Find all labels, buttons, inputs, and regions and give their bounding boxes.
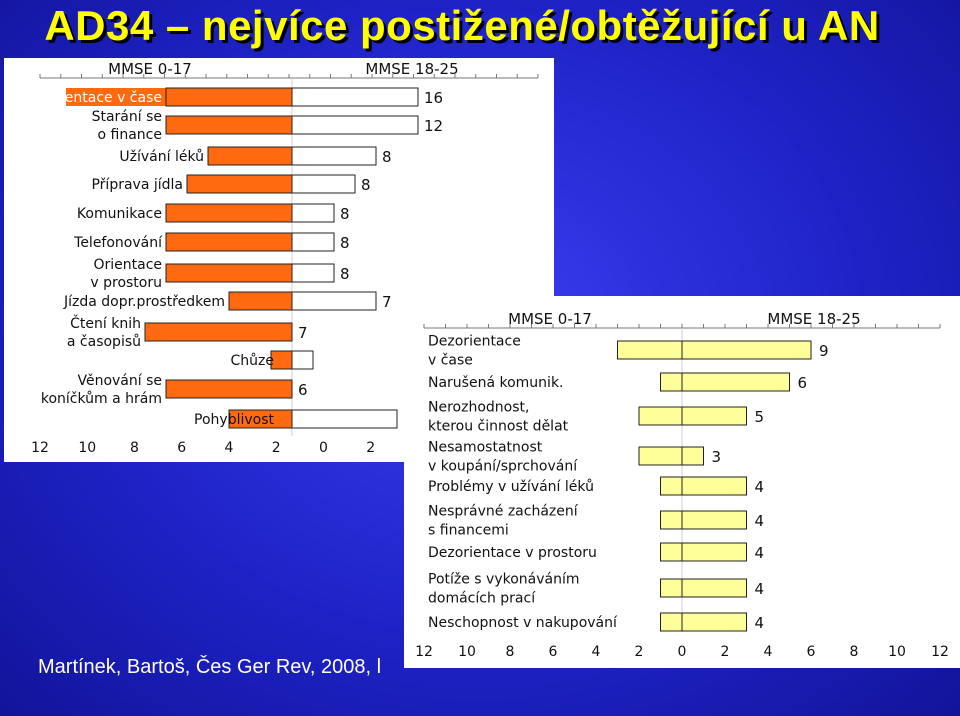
chart2-x-tick-label: 2 — [634, 644, 644, 660]
chart2-group-label-left: MMSE 0-17 — [508, 310, 592, 328]
chart1-data-label: 12 — [424, 117, 444, 135]
chart2-category-label: Narušená komunik. — [428, 375, 564, 391]
chart1-data-label: 7 — [298, 324, 308, 342]
chart1-x-tick-label: 8 — [130, 440, 139, 456]
chart2-category-label: domácích prací — [428, 590, 536, 607]
chart2-data-label: 6 — [797, 374, 808, 392]
chart2-bar-right — [682, 373, 790, 391]
chart2-data-label: 4 — [754, 580, 765, 598]
chart1-category-label: Užívání léků — [119, 149, 204, 165]
chart1-x-tick-label: 12 — [31, 440, 49, 456]
chart2-category-label: v koupání/sprchování — [428, 458, 578, 475]
chart2-bar-left — [661, 579, 683, 597]
chart-2 — [404, 296, 960, 668]
chart2-x-tick-label: 10 — [458, 644, 476, 660]
chart1-x-tick-label: 6 — [177, 440, 187, 456]
chart2-x-tick-label: 4 — [591, 644, 601, 660]
chart2-category-label: Nerozhodnost, — [428, 399, 530, 416]
chart1-data-label: 6 — [298, 381, 308, 399]
chart1-bar-left — [166, 264, 292, 282]
chart2-category-label: s financemi — [428, 522, 509, 539]
chart1-group-label-right: MMSE 18-25 — [365, 60, 459, 78]
chart2-x-tick-label: 0 — [677, 644, 687, 660]
chart1-category-label: Příprava jídla — [91, 177, 183, 193]
chart1-bar-left — [187, 175, 292, 193]
chart1-data-label: 16 — [424, 89, 444, 107]
chart2-category-label: Neschopnost v nakupování — [428, 615, 617, 631]
chart1-x-tick-label: 2 — [366, 440, 376, 456]
chart1-x-tick-label: 2 — [271, 440, 281, 456]
chart2-data-label: 3 — [711, 448, 722, 466]
chart2-x-tick-label: 6 — [548, 644, 558, 660]
chart-panel-2 — [404, 296, 960, 668]
chart2-group-label-right: MMSE 18-25 — [767, 310, 861, 328]
chart1-bar-right — [292, 351, 313, 369]
chart2-data-label: 4 — [754, 512, 765, 530]
chart2-bar-right — [682, 341, 811, 359]
chart2-category-label: Dezorientace v prostoru — [428, 545, 597, 561]
chart2-category-label: kterou činnost dělat — [428, 418, 569, 435]
chart2-bar-left — [639, 447, 682, 465]
chart1-data-label: 8 — [382, 148, 392, 166]
chart1-bar-right — [292, 233, 334, 251]
chart2-category-label: Problémy v užívání léků — [428, 479, 594, 495]
chart2-bar-left — [661, 613, 683, 631]
chart2-category-label: Nesprávné zacházení — [428, 503, 578, 520]
chart1-x-tick-label: 0 — [319, 440, 328, 456]
chart2-category-label: v čase — [428, 352, 473, 369]
chart2-bar-left — [618, 341, 683, 359]
chart1-bar-left — [166, 233, 292, 251]
chart1-bar-left — [166, 204, 292, 222]
chart1-data-label: 8 — [361, 176, 371, 194]
chart1-category-label: Věnování se — [77, 373, 162, 389]
chart2-bar-right — [682, 511, 747, 529]
chart2-data-label: 4 — [754, 478, 765, 496]
citation: Martínek, Bartoš, Čes Ger Rev, 2008, l — [38, 656, 382, 678]
chart2-x-tick-label: 6 — [806, 644, 816, 660]
chart1-bar-right — [292, 175, 355, 193]
chart2-x-tick-label: 10 — [888, 644, 906, 660]
chart2-bar-right — [682, 477, 747, 495]
chart1-bar-left — [208, 147, 292, 165]
chart1-bar-right — [292, 264, 334, 282]
chart1-category-label: Orientace — [93, 257, 162, 273]
chart1-bar-left — [229, 292, 292, 310]
chart1-bar-right — [292, 204, 334, 222]
chart1-category-label: Pohyblivost — [194, 412, 274, 428]
chart1-data-label: 8 — [340, 265, 350, 283]
chart1-group-label-left: MMSE 0-17 — [108, 60, 192, 78]
chart1-bar-left — [271, 351, 292, 369]
chart1-bar-right — [292, 410, 397, 428]
chart2-bar-left — [661, 511, 683, 529]
chart1-x-tick-label: 10 — [78, 440, 97, 456]
chart2-x-tick-label: 2 — [720, 644, 730, 660]
chart2-bar-left — [639, 407, 682, 425]
chart2-x-tick-label: 8 — [849, 644, 859, 660]
chart1-bar-right — [292, 292, 376, 310]
chart2-data-label: 9 — [819, 342, 829, 360]
chart1-category-label: o finance — [97, 127, 162, 143]
chart1-bar-right — [292, 88, 418, 106]
chart2-bar-right — [682, 447, 704, 465]
chart2-x-tick-label: 4 — [763, 644, 773, 660]
chart1-bar-right — [292, 147, 376, 165]
chart1-bar-left — [166, 88, 292, 106]
chart1-category-label: a časopisů — [66, 334, 141, 350]
chart2-category-label: Nesamostatnost — [428, 439, 543, 456]
chart2-bar-right — [682, 579, 747, 597]
chart1-category-label: Orientace v čase — [44, 90, 162, 106]
chart2-x-tick-label: 8 — [505, 644, 515, 660]
chart1-data-label: 7 — [382, 293, 392, 311]
slide-title: AD34 – nejvíce postižené/obtěžující u AN — [44, 2, 880, 49]
chart1-bar-left — [145, 323, 292, 341]
chart1-bar-left — [166, 380, 292, 398]
chart2-data-label: 5 — [754, 408, 765, 426]
chart1-category-label: v prostoru — [90, 275, 162, 291]
chart2-data-label: 4 — [754, 544, 765, 562]
chart2-bar-right — [682, 543, 747, 561]
chart2-x-tick-label: 12 — [931, 644, 949, 660]
chart2-category-label: Potíže s vykonáváním — [428, 571, 580, 588]
chart2-bar-right — [682, 407, 747, 425]
chart2-data-label: 4 — [754, 614, 765, 632]
chart1-category-label: Čtení knih — [70, 316, 141, 332]
chart1-category-label: Chůze — [230, 353, 274, 369]
chart1-category-label: Jízda dopr.prostředkem — [63, 294, 225, 310]
chart2-bar-left — [661, 373, 683, 391]
chart1-data-label: 8 — [340, 234, 350, 252]
chart1-bar-right — [292, 116, 418, 134]
chart1-category-label: Komunikace — [76, 206, 162, 222]
chart1-category-label: Telefonování — [74, 235, 162, 251]
chart2-bar-left — [661, 477, 683, 495]
chart2-bar-left — [661, 543, 683, 561]
chart1-data-label: 8 — [340, 205, 350, 223]
chart1-x-tick-label: 4 — [224, 440, 234, 456]
chart2-x-tick-label: 12 — [415, 644, 433, 660]
chart1-category-label: koníčkům a hrám — [40, 391, 162, 407]
chart1-bar-left — [166, 116, 292, 134]
chart2-bar-right — [682, 613, 747, 631]
chart2-category-label: Dezorientace — [428, 333, 521, 350]
chart1-category-label: Starání se — [91, 109, 162, 125]
